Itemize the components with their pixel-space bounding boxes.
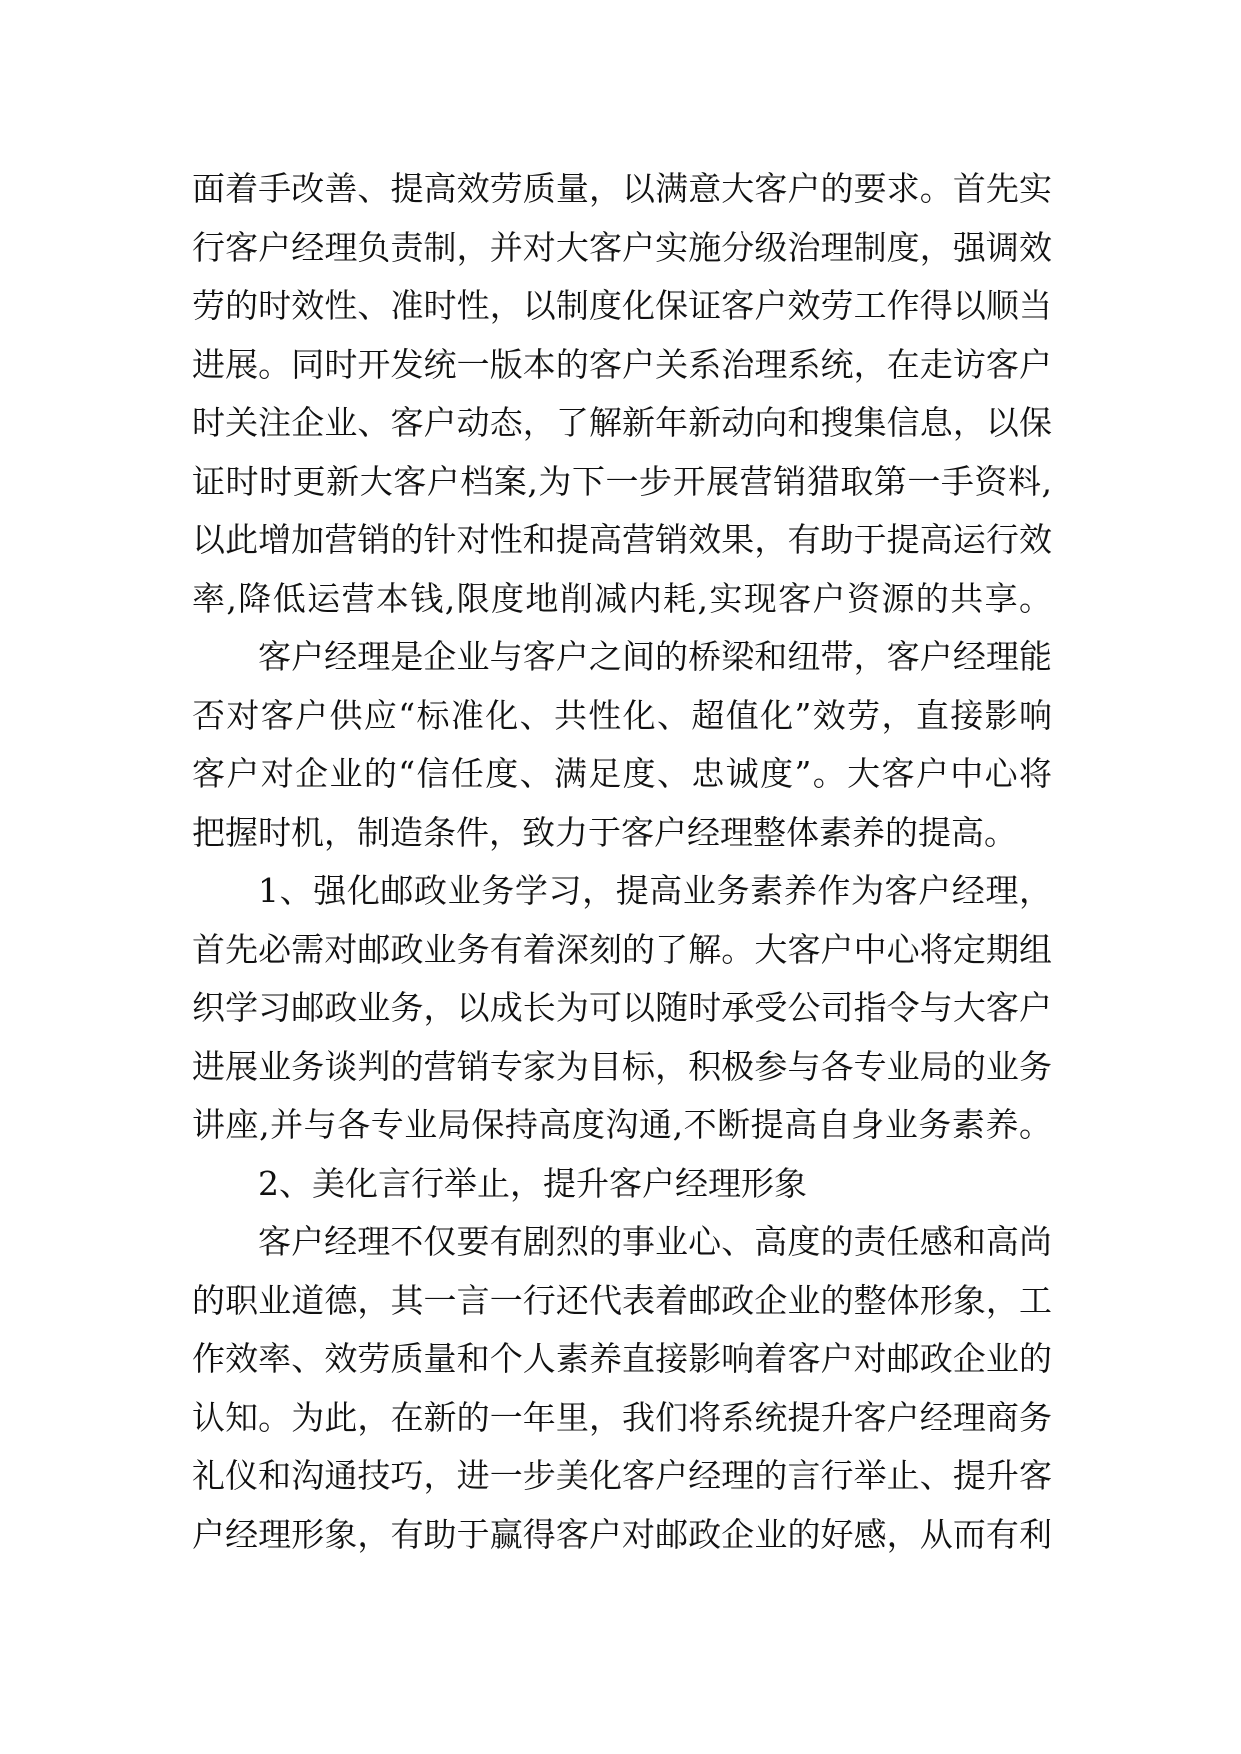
text-line: 客户对企业的“信任度、满足度、忠诚度”。大客户中心将 xyxy=(192,754,1052,793)
text-line: 礼仪和沟通技巧，进一步美化客户经理的言行举止、提升客 xyxy=(192,1456,1052,1495)
text-line: 1、强化邮政业务学习，提高业务素养作为客户经理， xyxy=(258,871,1052,910)
text-line: 2、美化言行举止，提升客户经理形象 xyxy=(258,1163,807,1203)
text-line: 首先必需对邮政业务有着深刻的了解。大客户中心将定期组 xyxy=(192,929,1052,969)
text-line: 证时时更新大客户档案,为下一步开展营销猎取第一手资料, xyxy=(192,461,1052,501)
text-line: 进展业务谈判的营销专家为目标，积极参与各专业局的业务 xyxy=(192,1046,1052,1086)
text-line: 率,降低运营本钱,限度地削减内耗,实现客户资源的共享。 xyxy=(192,578,1052,618)
text-line: 劳的时效性、准时性，以制度化保证客户效劳工作得以顺当 xyxy=(192,286,1052,325)
text-line: 讲座,并与各专业局保持高度沟通,不断提高自身业务素养。 xyxy=(192,1105,1052,1144)
document-body xyxy=(192,160,1052,1564)
text-line: 面着手改善、提高效劳质量，以满意大客户的要求。首先实 xyxy=(192,169,1052,208)
text-line: 作效率、效劳质量和个人素养直接影响着客户对邮政企业的 xyxy=(192,1339,1052,1378)
text-line: 把握时机，制造条件，致力于客户经理整体素养的提高。 xyxy=(192,812,1017,852)
text-line: 客户经理不仅要有剧烈的事业心、高度的责任感和高尚 xyxy=(258,1222,1052,1261)
text-line: 时关注企业、客户动态，了解新年新动向和搜集信息，以保 xyxy=(192,403,1052,442)
text-line: 织学习邮政业务，以成长为可以随时承受公司指令与大客户 xyxy=(192,988,1052,1027)
text-line: 认知。为此，在新的一年里，我们将系统提升客户经理商务 xyxy=(192,1397,1052,1437)
text-line: 否对客户供应“标准化、共性化、超值化”效劳，直接影响 xyxy=(192,695,1052,735)
text-line: 客户经理是企业与客户之间的桥梁和纽带，客户经理能 xyxy=(258,637,1052,676)
text-line: 进展。同时开发统一版本的客户关系治理系统，在走访客户 xyxy=(192,344,1052,384)
text-line: 以此增加营销的针对性和提高营销效果，有助于提高运行效 xyxy=(192,520,1052,559)
text-line: 户经理形象，有助于赢得客户对邮政企业的好感，从而有利 xyxy=(192,1514,1052,1554)
text-line: 行客户经理负责制，并对大客户实施分级治理制度，强调效 xyxy=(192,227,1052,267)
text-line: 的职业道德，其一言一行还代表着邮政企业的整体形象，工 xyxy=(192,1280,1052,1320)
